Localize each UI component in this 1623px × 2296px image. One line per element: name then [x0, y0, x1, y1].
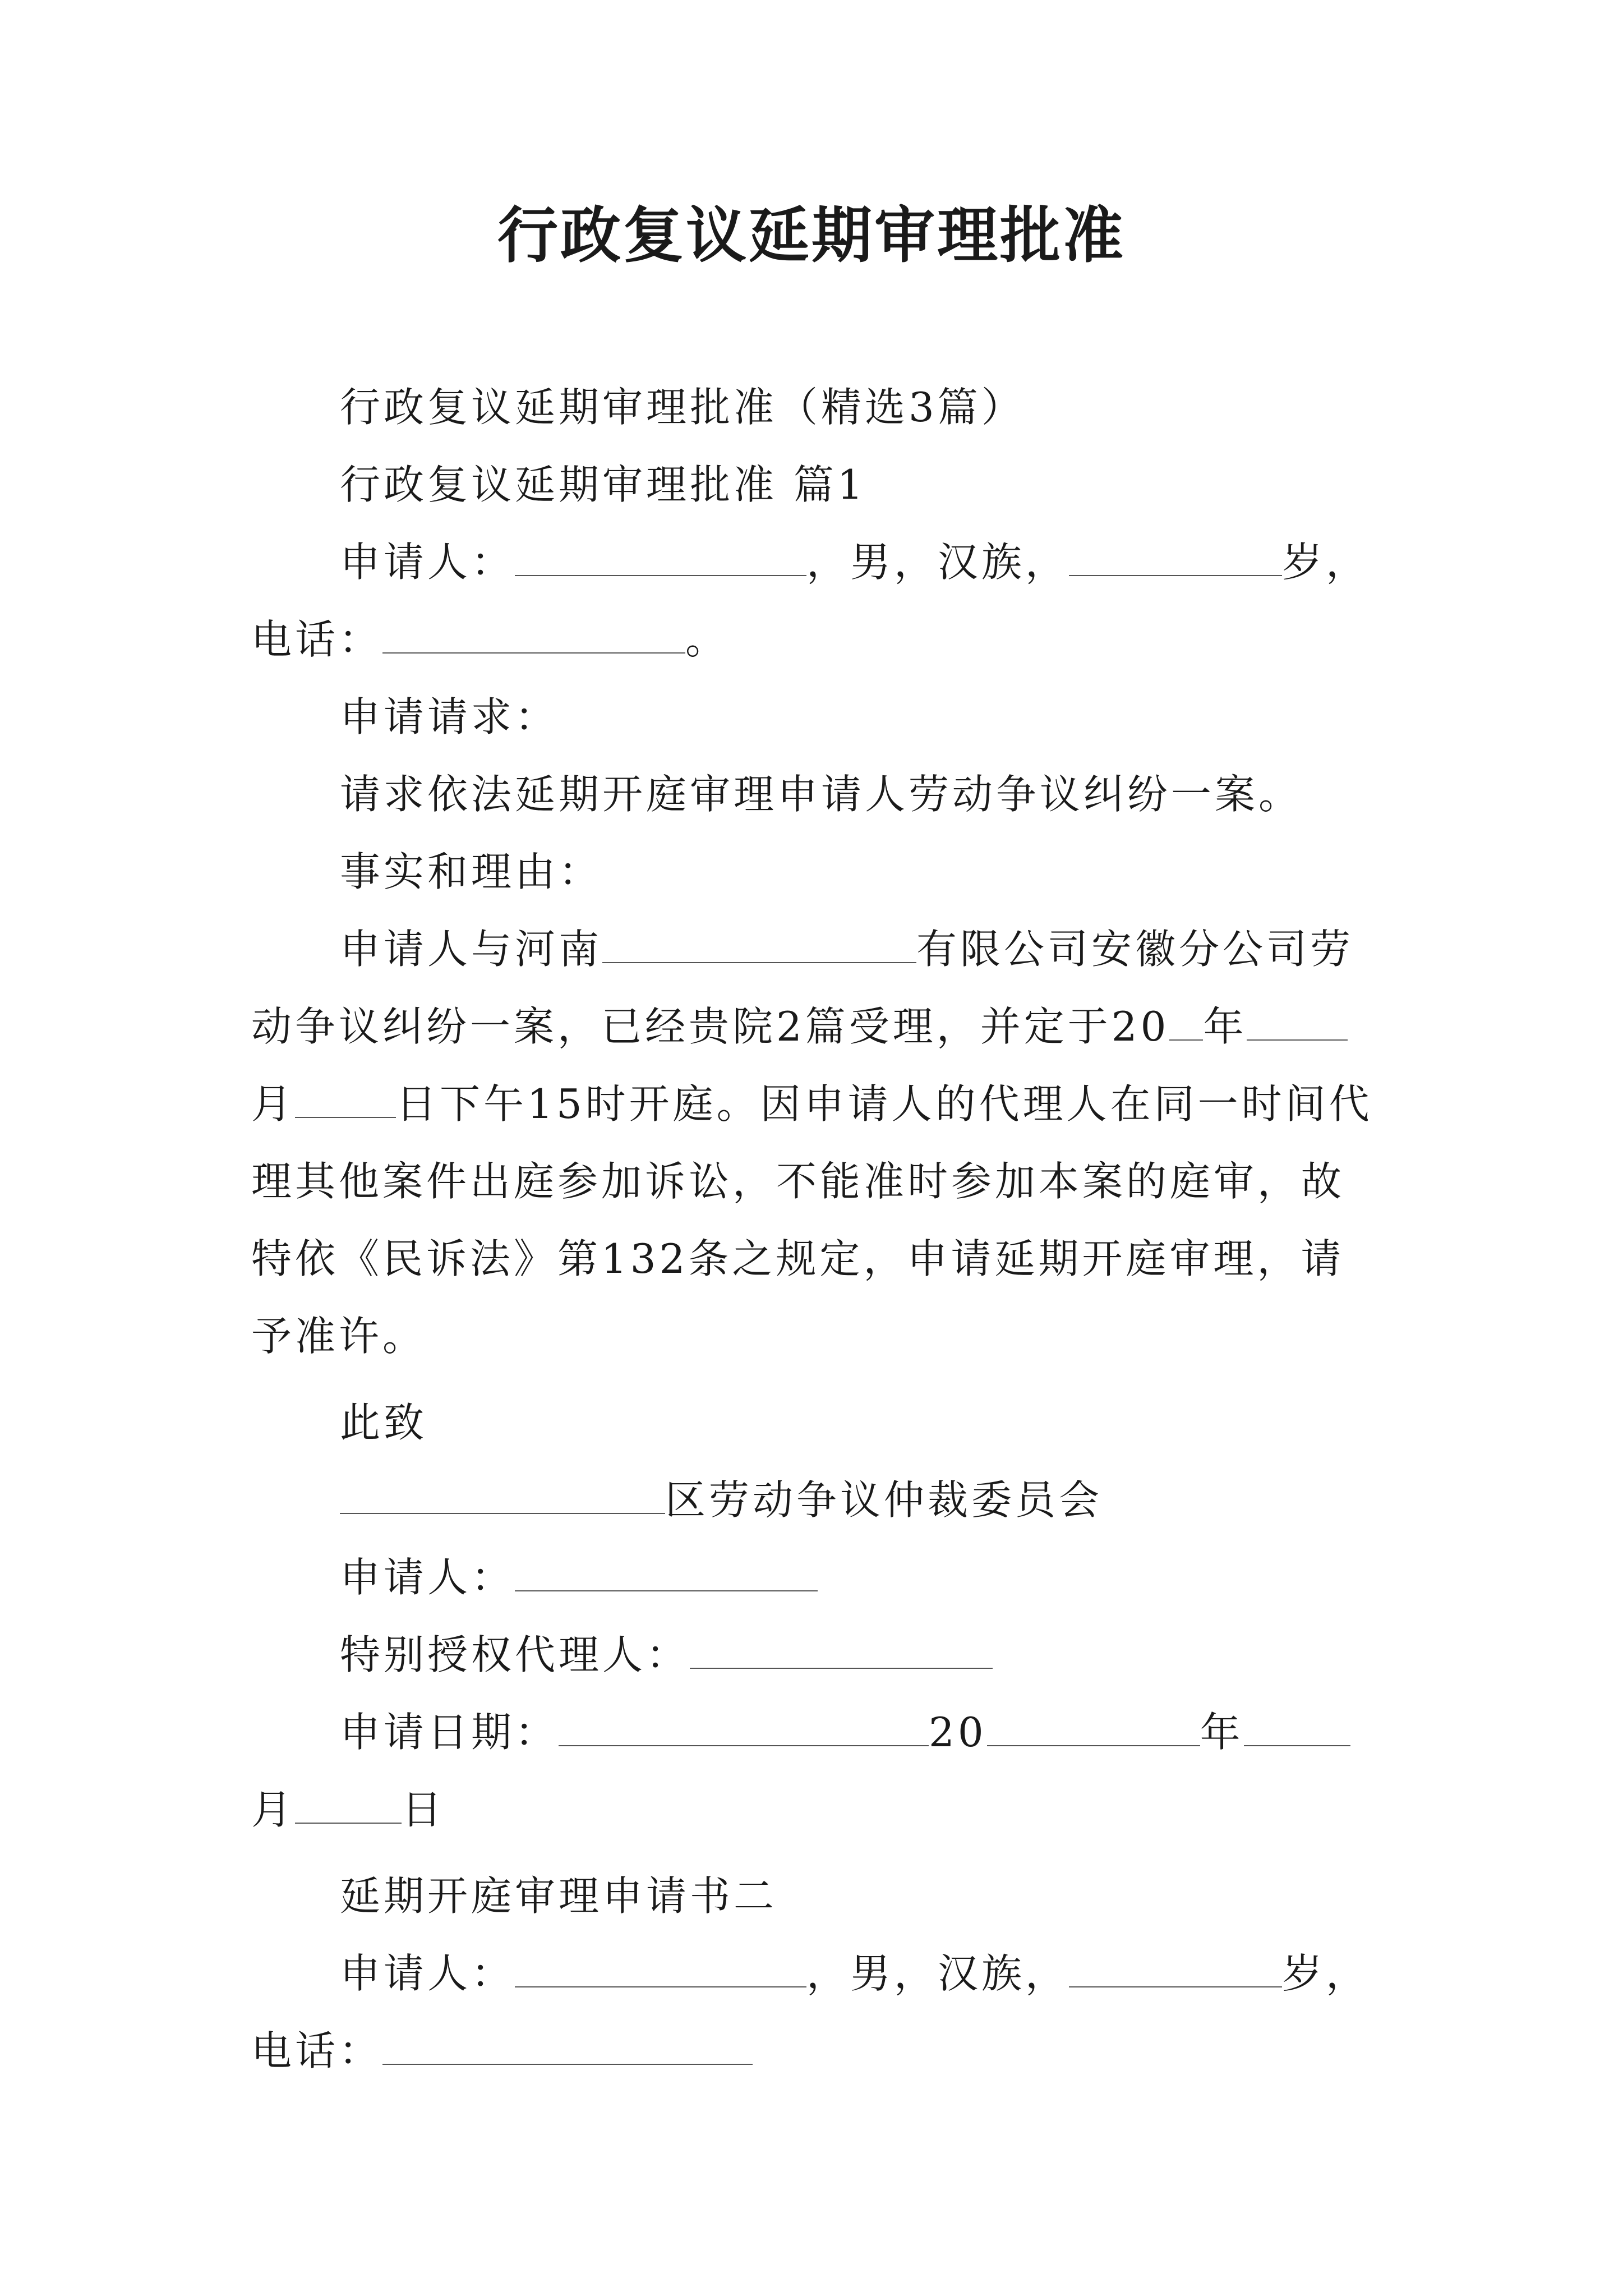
section2-heading: 延期开庭审理申请书二: [340, 1872, 778, 1920]
request-text: 请求依法延期开庭审理申请人劳动争议纠纷一案。: [340, 771, 1303, 818]
sign-date-month: 月: [251, 1786, 296, 1833]
sign-day-blank: [295, 1788, 402, 1824]
hearing-month-blank: [1247, 1005, 1348, 1041]
sign-date-year-prefix: 20: [929, 1709, 987, 1756]
document-title: 行政复议延期审理批准: [497, 200, 1126, 271]
facts-part4: 月: [251, 1080, 296, 1128]
facts-part2: 有限公司安徽分公司劳动争议纠纷一案，已经贵院2篇受理，并定于20: [251, 926, 1354, 1050]
hearing-day-blank: [295, 1082, 396, 1118]
sign-date-label: 申请日期：: [340, 1709, 559, 1756]
applicant-label: 申请人：: [340, 539, 515, 586]
sign-date-line: [251, 1694, 1385, 1848]
subtitle: 行政复议延期审理批准（精选3篇）: [340, 384, 1025, 431]
facts-part5: 日下午15时开庭。因申请人的代理人在同一时间代理其他案件出庭参加诉讼，不能准时参加本案的庭审，故特依《民诉法》第132条之规定，申请延期开庭审理，请予准许。: [251, 1080, 1373, 1360]
section1-heading: 行政复议延期审理批准 篇1: [340, 461, 866, 508]
facts-part3: 年: [1203, 1003, 1247, 1050]
gender-nation-text: ，男，汉族，: [806, 539, 1069, 586]
sign-applicant-label: 申请人：: [340, 1554, 515, 1601]
phone-label: 电话：: [251, 616, 383, 663]
facts-part1: 申请人与河南: [340, 926, 603, 973]
age-suffix: 岁，: [1282, 539, 1370, 586]
salutation: 此致: [340, 1399, 428, 1446]
phone-blank: [382, 618, 685, 654]
sign-applicant-blank: [515, 1556, 818, 1591]
hearing-year-blank: [1169, 1005, 1203, 1041]
district-blank: [340, 1478, 665, 1514]
sign-month-blank: [1244, 1710, 1350, 1746]
request-heading: 申请请求：: [340, 693, 559, 740]
sign-agent-line: [251, 1616, 1385, 1694]
facts-heading: 事实和理由：: [340, 848, 603, 895]
gender-nation-text-2: ，男，汉族，: [806, 1950, 1069, 1997]
applicant2-label: 申请人：: [340, 1950, 515, 1997]
age2-blank: [1069, 1952, 1282, 1987]
company-blank: [602, 927, 916, 963]
recipient-suffix: 区劳动争议仲裁委员会: [665, 1476, 1103, 1524]
applicant2-name-blank: [515, 1952, 806, 1987]
applicant-line-end: 。: [685, 616, 730, 663]
sign-date-day: 日: [402, 1786, 446, 1833]
applicant-line: [251, 523, 1385, 678]
age-suffix-2: 岁，: [1282, 1950, 1370, 1997]
sign-agent-blank: [690, 1633, 993, 1669]
sign-year-blank: [987, 1710, 1200, 1746]
applicant-line-2: [251, 1935, 1385, 2090]
sign-date-blank: [559, 1710, 929, 1746]
sign-agent-label: 特别授权代理人：: [340, 1631, 690, 1678]
sign-applicant-line: [251, 1539, 1385, 1616]
age-blank: [1069, 540, 1282, 576]
recipient-line: [251, 1461, 1385, 1539]
facts-paragraph: [251, 910, 1385, 1375]
phone2-label: 电话：: [251, 2027, 383, 2074]
sign-date-year: 年: [1200, 1709, 1244, 1756]
phone2-blank: [382, 2029, 753, 2065]
applicant-name-blank: [515, 540, 806, 576]
document-body: [251, 369, 1385, 2090]
